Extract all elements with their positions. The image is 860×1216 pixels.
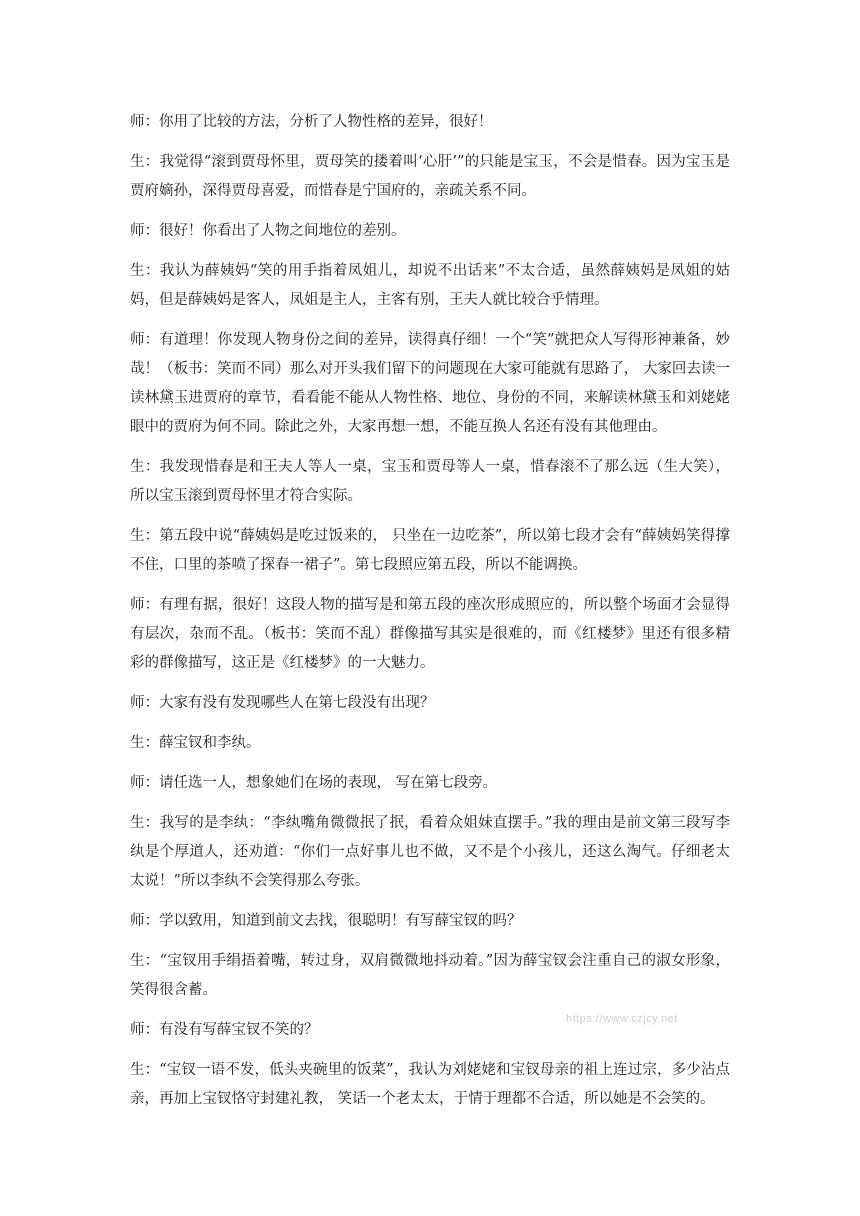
dialogue-paragraph: 师：有道理！你发现人物身份之间的差异，读得真仔细！一个“笑”就把众人写得形神兼备，妙哉！（板书：笑而不同）那么对开头我们留下的问题现在大家可能就有思路了， 大家回去读一读林黛玉进贾府的章节，看看能不能从人物性格、地位、身份的不同，来解读林黛玉和刘姥姥眼中的贾府为何不同。除此之外，大家再想一想，不能互换人名还有没有其他理由。 bbox=[130, 332, 730, 435]
dialogue-paragraph: 师：学以致用，知道到前文去找，很聪明！有写薛宝钗的吗？ bbox=[130, 913, 522, 929]
dialogue-paragraph: 生：我写的是李纨：“李纨嘴角微微抿了抿，看着众姐妹直摆手。”我的理由是前文第三段写李纨是个厚道人，还劝道：“你们一点好事儿也不做，又不是个小孩儿，还这么淘气。仔细老太太说！”所以李纨不会笑得那么夸张。 bbox=[130, 815, 730, 889]
dialogue-paragraph: 生：薛宝钗和李纨。 bbox=[130, 735, 261, 751]
dialogue-paragraph: 师：大家有没有发现哪些人在第七段没有出现？ bbox=[130, 695, 435, 711]
dialogue-paragraph: 师：请任选一人，想象她们在场的表现， 写在第七段旁。 bbox=[130, 775, 498, 791]
document-body bbox=[130, 108, 730, 1125]
dialogue-paragraph: 生：第五段中说“薛姨妈是吃过饭来的， 只坐在一边吃茶”，所以第七段才会有“薛姨妈笑得撑不住，口里的茶喷了探春一裙子”。第七段照应第五段，所以不能调换。 bbox=[130, 528, 730, 573]
dialogue-paragraph: 师：你用了比较的方法，分析了人物性格的差异，很好！ bbox=[130, 114, 493, 130]
dialogue-paragraph: 生：我发现惜春是和王夫人等人一桌，宝玉和贾母等人一桌，惜春滚不了那么远（生大笑），所以宝玉滚到贾母怀里才符合实际。 bbox=[130, 459, 730, 504]
dialogue-paragraph: 生：“宝钗用手绢捂着嘴，转过身，双肩微微地抖动着。”因为薛宝钗会注重自己的淑女形象，笑得很含蓄。 bbox=[130, 953, 730, 998]
dialogue-paragraph: 师：很好！你看出了人物之间地位的差别。 bbox=[130, 223, 406, 239]
dialogue-paragraph: 师：有没有写薛宝钗不笑的？ bbox=[130, 1022, 319, 1038]
dialogue-paragraph: 师：有理有据，很好！这段人物的描写是和第五段的座次形成照应的，所以整个场面才会显得有层次，杂而不乱。（板书：笑而不乱）群像描写其实是很难的，而《红楼梦》里还有很多精彩的群像描写，这正是《红楼梦》的一大魅力。 bbox=[130, 597, 730, 671]
watermark: https://www.czjcy.net bbox=[566, 1013, 678, 1025]
dialogue-paragraph: 生：我认为薛姨妈“笑的用手指着凤姐儿，却说不出话来”不太合适，虽然薛姨妈是凤姐的姑妈，但是薛姨妈是客人，凤姐是主人，主客有别，王夫人就比较合乎情理。 bbox=[130, 263, 730, 308]
dialogue-paragraph: 生：我觉得“滚到贾母怀里，贾母笑的搂着叫‘心肝’”的只能是宝玉，不会是惜春。因为宝玉是贾府嫡孙，深得贾母喜爱，而惜春是宁国府的，亲疏关系不同。 bbox=[130, 154, 730, 199]
dialogue-paragraph: 生：“宝钗一语不发，低头夹碗里的饭菜”，我认为刘姥姥和宝钗母亲的祖上连过宗，多少沾点亲，再加上宝钗恪守封建礼教， 笑话一个老太太，于情于理都不合适，所以她是不会笑的。 bbox=[130, 1062, 730, 1107]
